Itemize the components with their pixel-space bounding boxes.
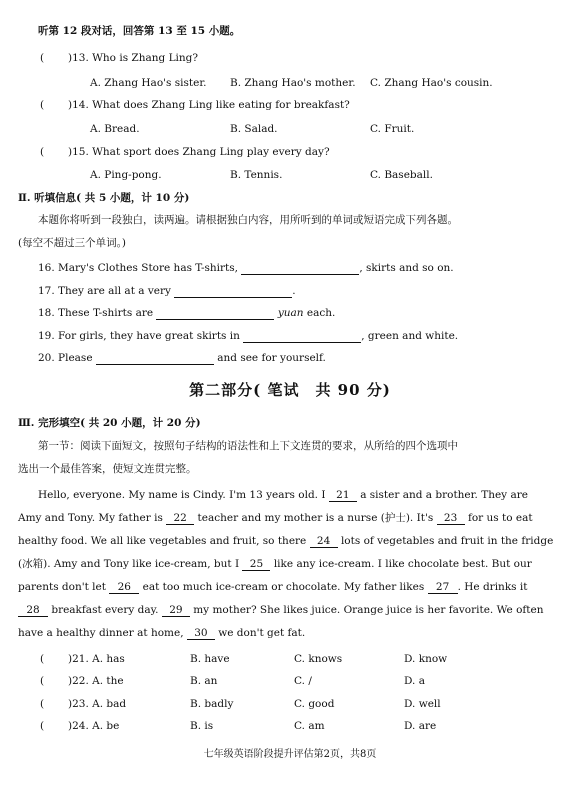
fill-item-20-tail: and see for yourself. — [217, 352, 326, 364]
question-14: )14. What does Zhang Ling like eating for breakfast? — [68, 99, 350, 111]
cloze-blank-22[interactable]: 22 — [166, 512, 194, 525]
answer-paren-14: ( — [40, 99, 45, 111]
answer-paren-15: ( — [40, 146, 45, 158]
answer-paren-13: ( — [40, 52, 45, 64]
section3-heading: Ⅲ. 完形填空( 共 20 小题，计 20 分) — [18, 417, 201, 429]
q13-option-c: C. Zhang Hao's cousin. — [370, 77, 493, 89]
passage-text: for us to eat — [467, 512, 533, 524]
section3-instruction: 第一节：阅读下面短文，按照句子结构的语法性和上下文连贯的要求，从所给的四个选项中 — [38, 440, 458, 452]
page-footer: 七年级英语阶段提升评估第2页，共8页 — [203, 749, 377, 760]
section3-instruction-2: 选出一个最佳答案，使短文连贯完整。 — [18, 463, 197, 475]
choice-23-c: C. good — [294, 698, 335, 710]
fill-item-20 — [38, 351, 326, 365]
q13-option-b: B. Zhang Hao's mother. — [230, 77, 356, 89]
passage-text: . He drinks it — [457, 581, 528, 593]
fill-item-18-unit: yuan — [277, 307, 304, 319]
fill-item-19-tail: , green and white. — [361, 330, 459, 342]
fill-blank-18[interactable] — [156, 307, 274, 320]
section2-instruction: 本题你将听到一段独白，读两遍。请根据独白内容，用所听到的单词或短语完成下列各题。 — [38, 214, 458, 226]
answer-paren-24: ( — [40, 720, 45, 732]
cloze-blank-24[interactable]: 24 — [310, 535, 338, 548]
passage-text: teacher and my mother is a nurse (护士). It's — [197, 512, 434, 524]
fill-blank-17[interactable] — [174, 285, 292, 298]
fill-item-19 — [38, 329, 458, 343]
passage-line-1 — [38, 488, 528, 502]
section2-note: (每空不超过三个单词。) — [18, 237, 126, 249]
passage-line-5 — [18, 580, 528, 594]
cloze-blank-27[interactable]: 27 — [428, 581, 458, 594]
part2-title: 第二部分( 笔试 共 90 分) — [189, 381, 391, 399]
fill-blank-16[interactable] — [241, 262, 359, 275]
choice-22-d: D. a — [404, 675, 425, 687]
passage-text: my mother? She likes juice. Orange juice is her favorite. We often — [193, 604, 544, 616]
passage-line-7 — [18, 626, 305, 640]
fill-item-18 — [38, 306, 335, 320]
choice-22-a: )22. A. the — [68, 675, 124, 687]
choice-21-d: D. know — [404, 653, 448, 665]
cloze-blank-25[interactable]: 25 — [242, 558, 270, 571]
q15-option-c: C. Baseball. — [370, 169, 433, 181]
passage-text: like any ice-cream. I like chocolate best. But our — [273, 558, 532, 570]
fill-item-16-text: 16. Mary's Clothes Store has T-shirts, — [38, 262, 238, 274]
passage-text: we don't get fat. — [218, 627, 306, 639]
fill-item-18-text: 18. These T-shirts are — [38, 307, 154, 319]
q15-option-a: A. Ping-pong. — [90, 169, 162, 181]
choice-22-b: B. an — [190, 675, 218, 687]
choice-21-c: C. knows — [294, 653, 343, 665]
fill-item-18-tail: each. — [303, 307, 336, 319]
fill-item-16-tail: , skirts and so on. — [359, 262, 454, 274]
question-13: )13. Who is Zhang Ling? — [68, 52, 199, 64]
q14-option-b: B. Salad. — [230, 123, 278, 135]
passage-text: lots of vegetables and fruit in the fridge — [340, 535, 554, 547]
fill-item-16 — [38, 261, 454, 275]
answer-paren-21: ( — [40, 653, 45, 665]
q13-option-a: A. Zhang Hao's sister. — [90, 77, 207, 89]
passage-text: healthy food. We all like vegetables and fruit, so there — [18, 535, 307, 547]
passage-text: (冰箱). Amy and Tony like ice-cream, but I — [18, 558, 240, 570]
section2-heading: Ⅱ. 听填信息( 共 5 小题，计 10 分) — [18, 192, 190, 204]
choice-24-c: C. am — [294, 720, 325, 732]
answer-paren-23: ( — [40, 698, 45, 710]
q14-option-a: A. Bread. — [90, 123, 140, 135]
cloze-blank-21[interactable]: 21 — [329, 489, 357, 502]
passage-line-4 — [18, 557, 532, 571]
fill-item-17-text: 17. They are all at a very — [38, 285, 171, 297]
cloze-blank-23[interactable]: 23 — [437, 512, 465, 525]
passage-text: Amy and Tony. My father is — [18, 512, 163, 524]
passage-text: breakfast every day. — [51, 604, 159, 616]
passage-line-2 — [18, 511, 533, 525]
fill-blank-20[interactable] — [96, 352, 214, 365]
q14-option-c: C. Fruit. — [370, 123, 415, 135]
cloze-blank-30[interactable]: 30 — [187, 627, 215, 640]
fill-item-17 — [38, 284, 296, 298]
fill-item-20-text: 20. Please — [38, 352, 93, 364]
cloze-blank-28[interactable]: 28 — [18, 604, 48, 617]
cloze-blank-26[interactable]: 26 — [109, 581, 139, 594]
choice-23-b: B. badly — [190, 698, 234, 710]
question-15: )15. What sport does Zhang Ling play every day? — [68, 146, 330, 158]
cloze-blank-29[interactable]: 29 — [162, 604, 190, 617]
choice-24-d: D. are — [404, 720, 437, 732]
fill-item-17-tail: . — [292, 285, 296, 297]
choice-23-a: )23. A. bad — [68, 698, 127, 710]
listening-intro: 听第 12 段对话，回答第 13 至 15 小题。 — [38, 25, 241, 37]
passage-line-6 — [18, 603, 544, 617]
passage-text: Hello, everyone. My name is Cindy. I'm 13 years old. I — [38, 489, 326, 501]
choice-24-a: )24. A. be — [68, 720, 120, 732]
choice-23-d: D. well — [404, 698, 441, 710]
q15-option-b: B. Tennis. — [230, 169, 283, 181]
passage-text: eat too much ice-cream or chocolate. My father likes — [142, 581, 425, 593]
choice-21-b: B. have — [190, 653, 230, 665]
choice-21-a: )21. A. has — [68, 653, 125, 665]
passage-text: have a healthy dinner at home, — [18, 627, 184, 639]
answer-paren-22: ( — [40, 675, 45, 687]
choice-22-c: C. / — [294, 675, 312, 687]
fill-item-19-text: 19. For girls, they have great skirts in — [38, 330, 240, 342]
passage-line-3 — [18, 534, 553, 548]
passage-text: a sister and a brother. They are — [360, 489, 528, 501]
choice-24-b: B. is — [190, 720, 214, 732]
passage-text: parents don't let — [18, 581, 106, 593]
fill-blank-19[interactable] — [243, 330, 361, 343]
